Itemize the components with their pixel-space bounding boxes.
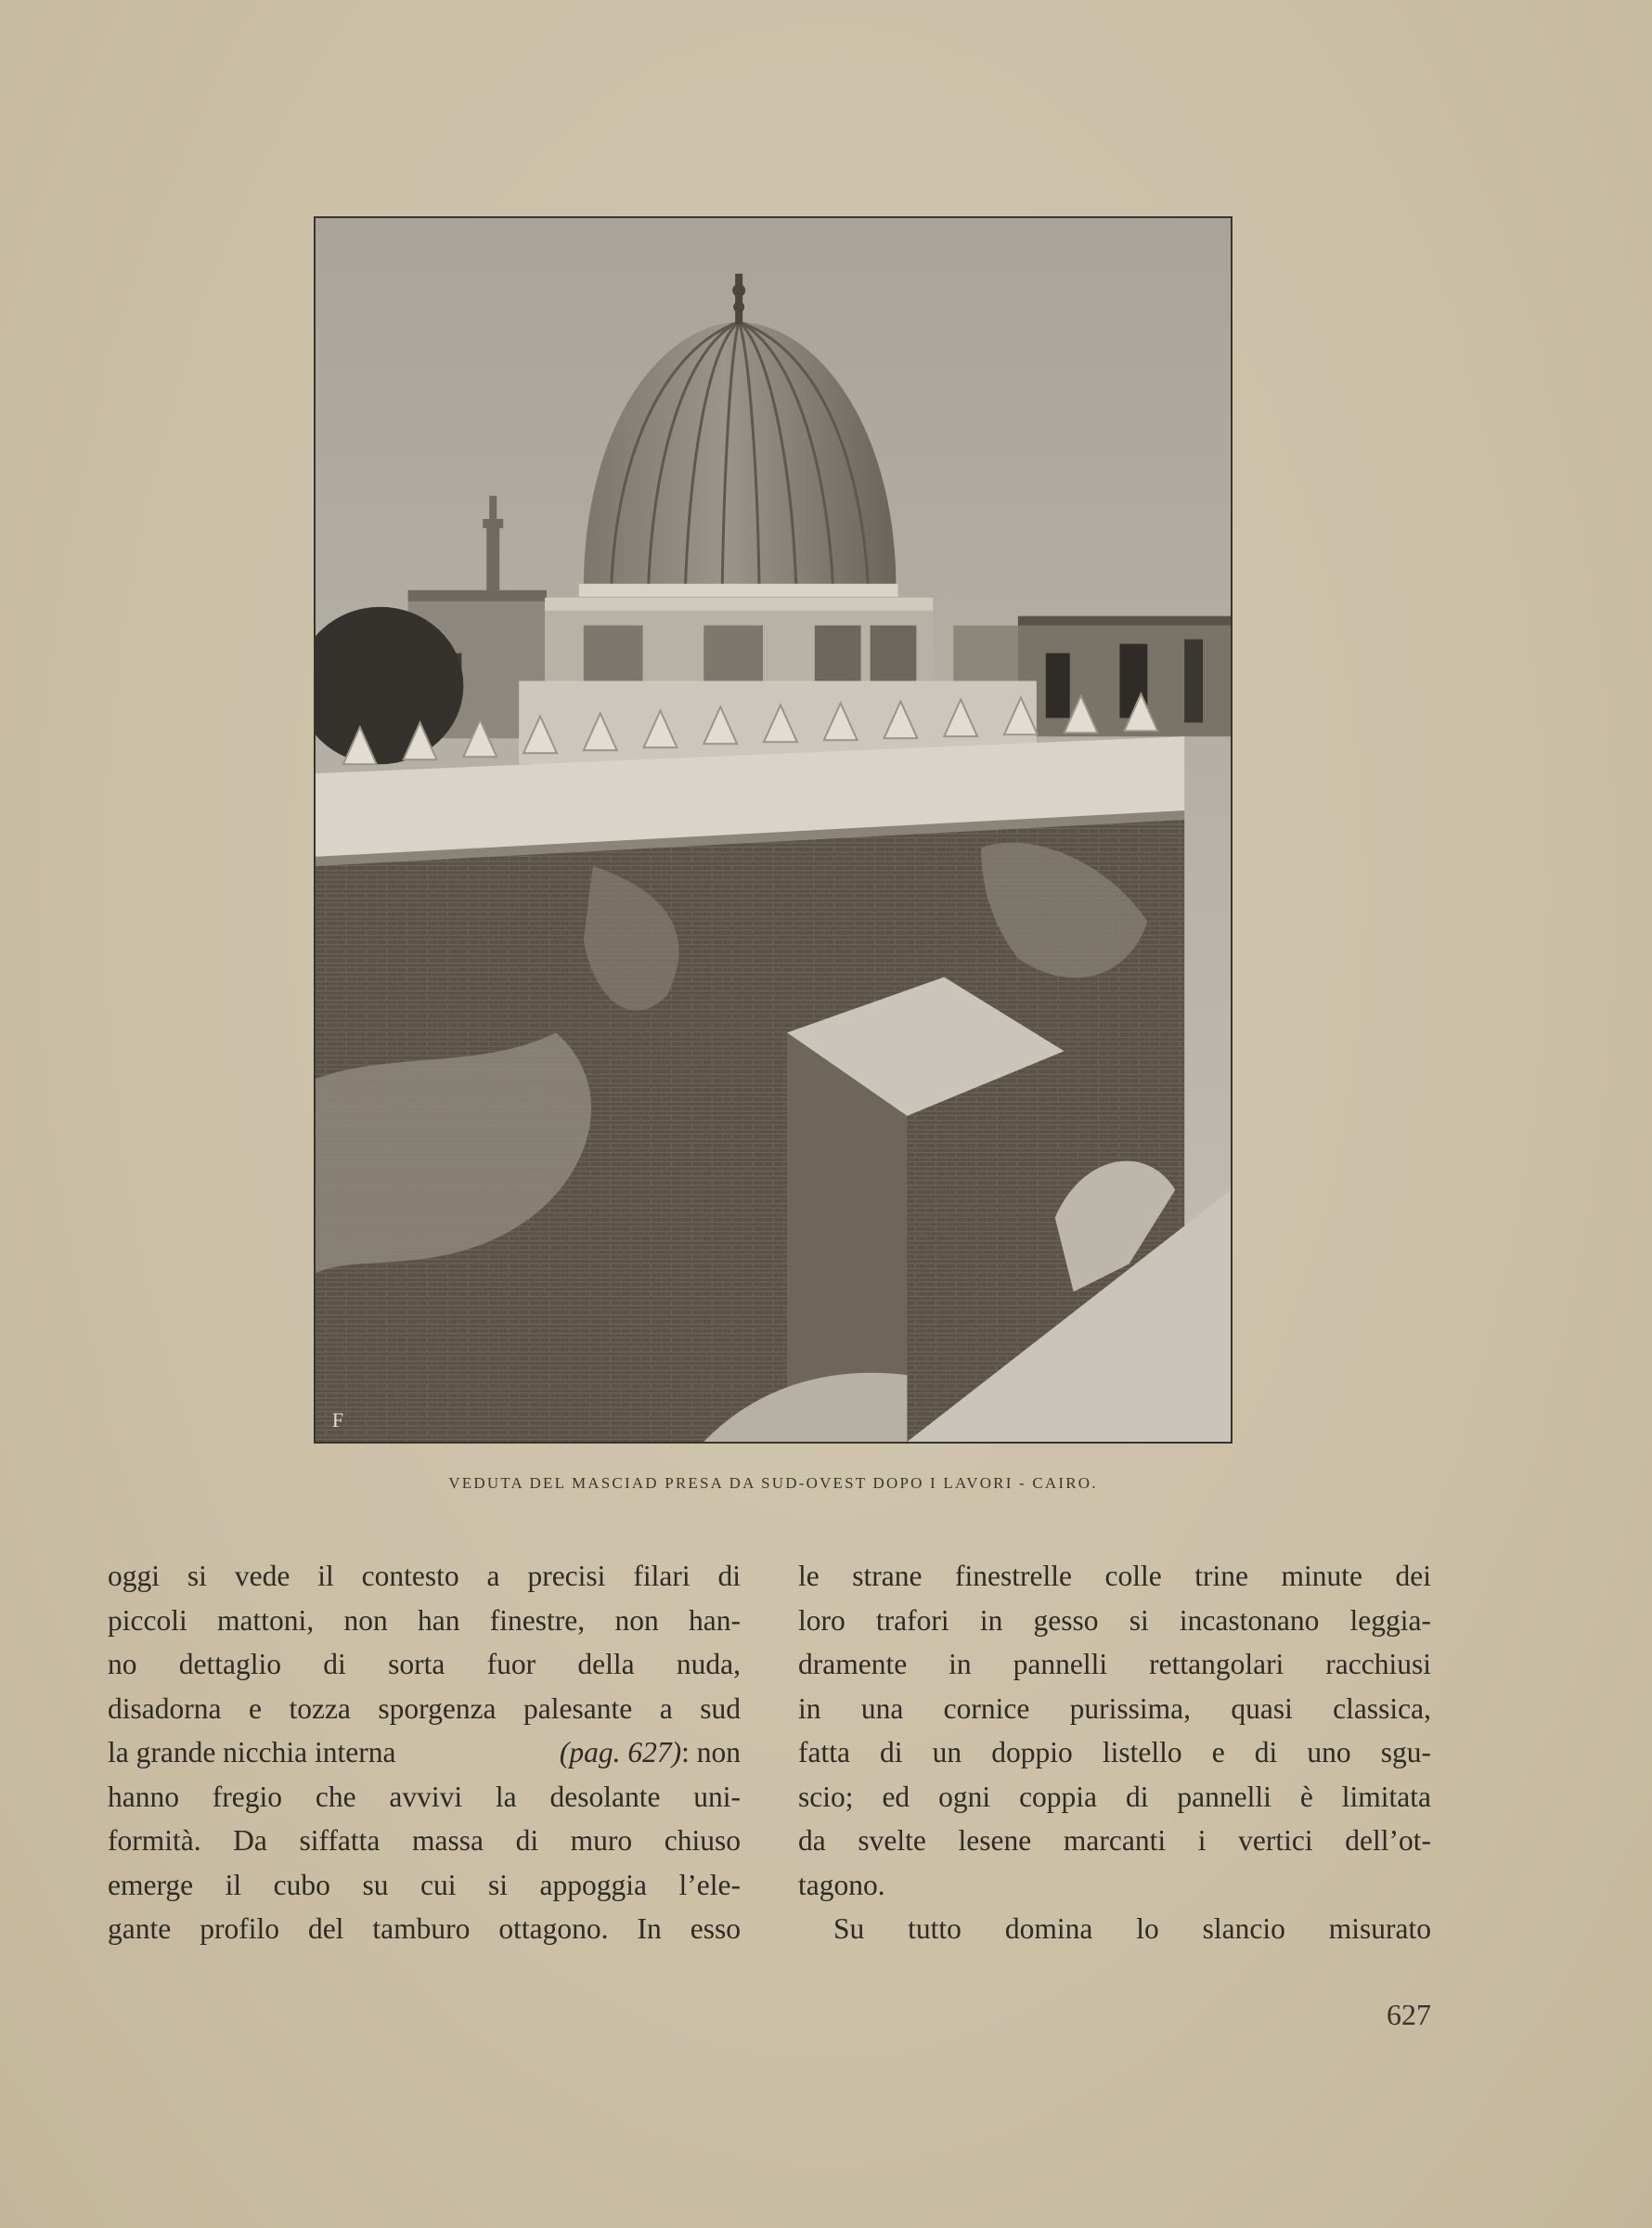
text-fragment	[560, 1730, 741, 1775]
text-line: oggi si vede il contesto a precisi filari di	[108, 1560, 741, 1592]
text-fragment: la grande nicchia interna	[108, 1736, 396, 1768]
left-text-column	[108, 1554, 741, 1951]
text-line: no dettaglio di sorta fuor della nuda,	[108, 1648, 741, 1680]
photo-caption: VEDUTA DEL MASCIAD PRESA DA SUD-OVEST DOPO I LAVORI - CAIRO.	[448, 1474, 1098, 1492]
text-line: fatta di un doppio listello e di uno sgu-	[798, 1736, 1431, 1768]
text-line: piccoli mattoni, non han finestre, non han-	[108, 1603, 741, 1637]
text-line: hanno fregio che avvivi la desolante uni-	[108, 1780, 741, 1813]
text-line: le strane finestrelle colle trine minute dei	[798, 1560, 1431, 1592]
page-reference: (pag. 627)	[559, 1736, 682, 1768]
page-number: 627	[1387, 1998, 1431, 2031]
text-line: disadorna e tozza sporgenza palesante a sud	[108, 1691, 741, 1725]
photographer-monogram: F	[331, 1408, 344, 1432]
masciad-photograph	[314, 216, 1233, 1444]
text-line: formità. Da siffatta massa di muro chiuso	[108, 1824, 741, 1857]
right-text-column	[798, 1554, 1431, 1951]
text-line: loro trafori in gesso si incastonano leggia-	[798, 1603, 1431, 1637]
text-fragment: : non	[681, 1736, 741, 1768]
masciad-photo-illustration	[316, 218, 1231, 1442]
text-line: gante profilo del tamburo ottagono. In esso	[108, 1912, 741, 1945]
text-line: dramente in pannelli rettangolari racchiusi	[798, 1648, 1431, 1680]
text-line: scio; ed ogni coppia di pannelli è limitata	[798, 1780, 1431, 1813]
text-line: tagono.	[798, 1868, 885, 1901]
text-line: Su tutto domina lo slancio misurato	[833, 1912, 1431, 1945]
text-line: da svelte lesene marcanti i vertici dell’ot-	[798, 1824, 1431, 1857]
text-line: emerge il cubo su cui si appoggia l’ele-	[108, 1868, 741, 1901]
text-line: in una cornice purissima, quasi classica,	[798, 1691, 1431, 1725]
text-line	[108, 1730, 741, 1775]
